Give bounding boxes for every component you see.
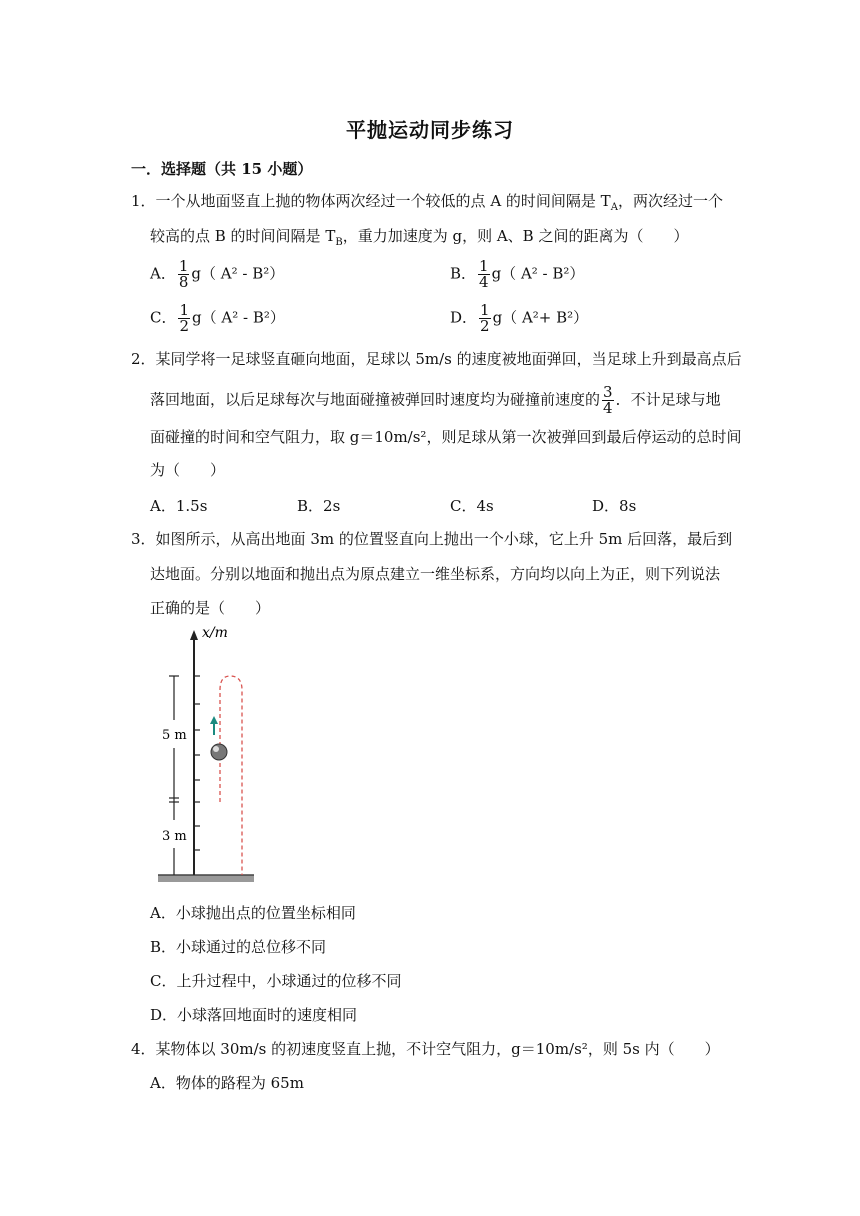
page-title: 平抛运动同步练习 (346, 118, 514, 142)
q2-stem-line1: 2．某同学将一足球竖直砸向地面，足球以 5m/s 的速度被地面弹回，当足球上升到最高点后 (131, 350, 742, 368)
q3-option-d: D．小球落回地面时的速度相同 (150, 1006, 358, 1024)
q2-option-d: D．8s (592, 497, 637, 515)
trajectory-dashed (220, 676, 242, 875)
q2-stem-line3: 面碰撞的时间和空气阻力，取 g＝10m/s²，则足球从第一次被弹回到最后停运动的总时间 (150, 428, 742, 446)
fraction: $\frac{1}{2}$ (480, 301, 490, 335)
q3-option-a: A．小球抛出点的位置坐标相同 (150, 904, 356, 922)
q1-option-d: D． $\frac{1}{2}$ g（ A²+ B²） (450, 301, 589, 335)
label-5m: 5 m (162, 728, 187, 743)
q3-stem-line2: 达地面。分别以地面和抛出点为原点建立一维坐标系，方向均以向上为正，则下列说法 (150, 565, 721, 583)
q1-option-a: A． $\frac{1}{8}$ g（ A² - B²） (150, 257, 285, 291)
q2-stem-line2: 落回地面，以后足球每次与地面碰撞被弹回时速度均为碰撞前速度的 $\frac{3}{4}$ ．不计足球与地 (150, 383, 721, 417)
q4-stem-line1: 4．某物体以 30m/s 的初速度竖直上抛，不计空气阻力，g＝10m/s²，则 5s 内（ ） (131, 1040, 720, 1058)
q3-option-b: B．小球通过的总位移不同 (150, 938, 327, 956)
ball (211, 744, 227, 760)
q2-option-a: A．1.5s (150, 497, 208, 515)
q1-stem-line1: 1．一个从地面竖直上抛的物体两次经过一个较低的点 A 的时间间隔是 $T_A$，两次经过一个 (131, 192, 723, 213)
q1-stem-line2: 较高的点 B 的时间间隔是 $T_B$，重力加速度为 g，则 A、B 之间的距离为（ ） (150, 227, 689, 248)
q1-option-c: C． $\frac{1}{2}$ g（ A² - B²） (150, 301, 285, 335)
fraction: $\frac{1}{2}$ (179, 301, 190, 335)
fraction: $\frac{1}{8}$ (178, 257, 189, 291)
q2-option-b: B．2s (297, 497, 341, 515)
axis-label: x/m (202, 625, 228, 641)
coordinate-figure (150, 620, 260, 885)
q1-option-b: B． $\frac{1}{4}$ g（ A² - B²） (450, 257, 585, 291)
fraction: $\frac{3}{4}$ (603, 383, 613, 417)
ground (158, 875, 254, 882)
q3-option-c: C．上升过程中，小球通过的位移不同 (150, 972, 402, 990)
q4-option-a: A．物体的路程为 65m (150, 1074, 304, 1092)
label-3m: 3 m (162, 829, 187, 844)
q3-stem-line3: 正确的是（ ） (150, 599, 271, 617)
q2-option-c: C．4s (450, 497, 494, 515)
fraction: $\frac{1}{4}$ (479, 257, 489, 291)
section-heading: 一．选择题（共 15 小题） (131, 160, 313, 178)
q3-stem-line1: 3．如图所示，从高出地面 3m 的位置竖直向上抛出一个小球，它上升 5m 后回落，最后到 (131, 530, 733, 548)
q2-stem-line4: 为（ ） (150, 461, 226, 479)
axis-arrow-icon (190, 630, 198, 640)
